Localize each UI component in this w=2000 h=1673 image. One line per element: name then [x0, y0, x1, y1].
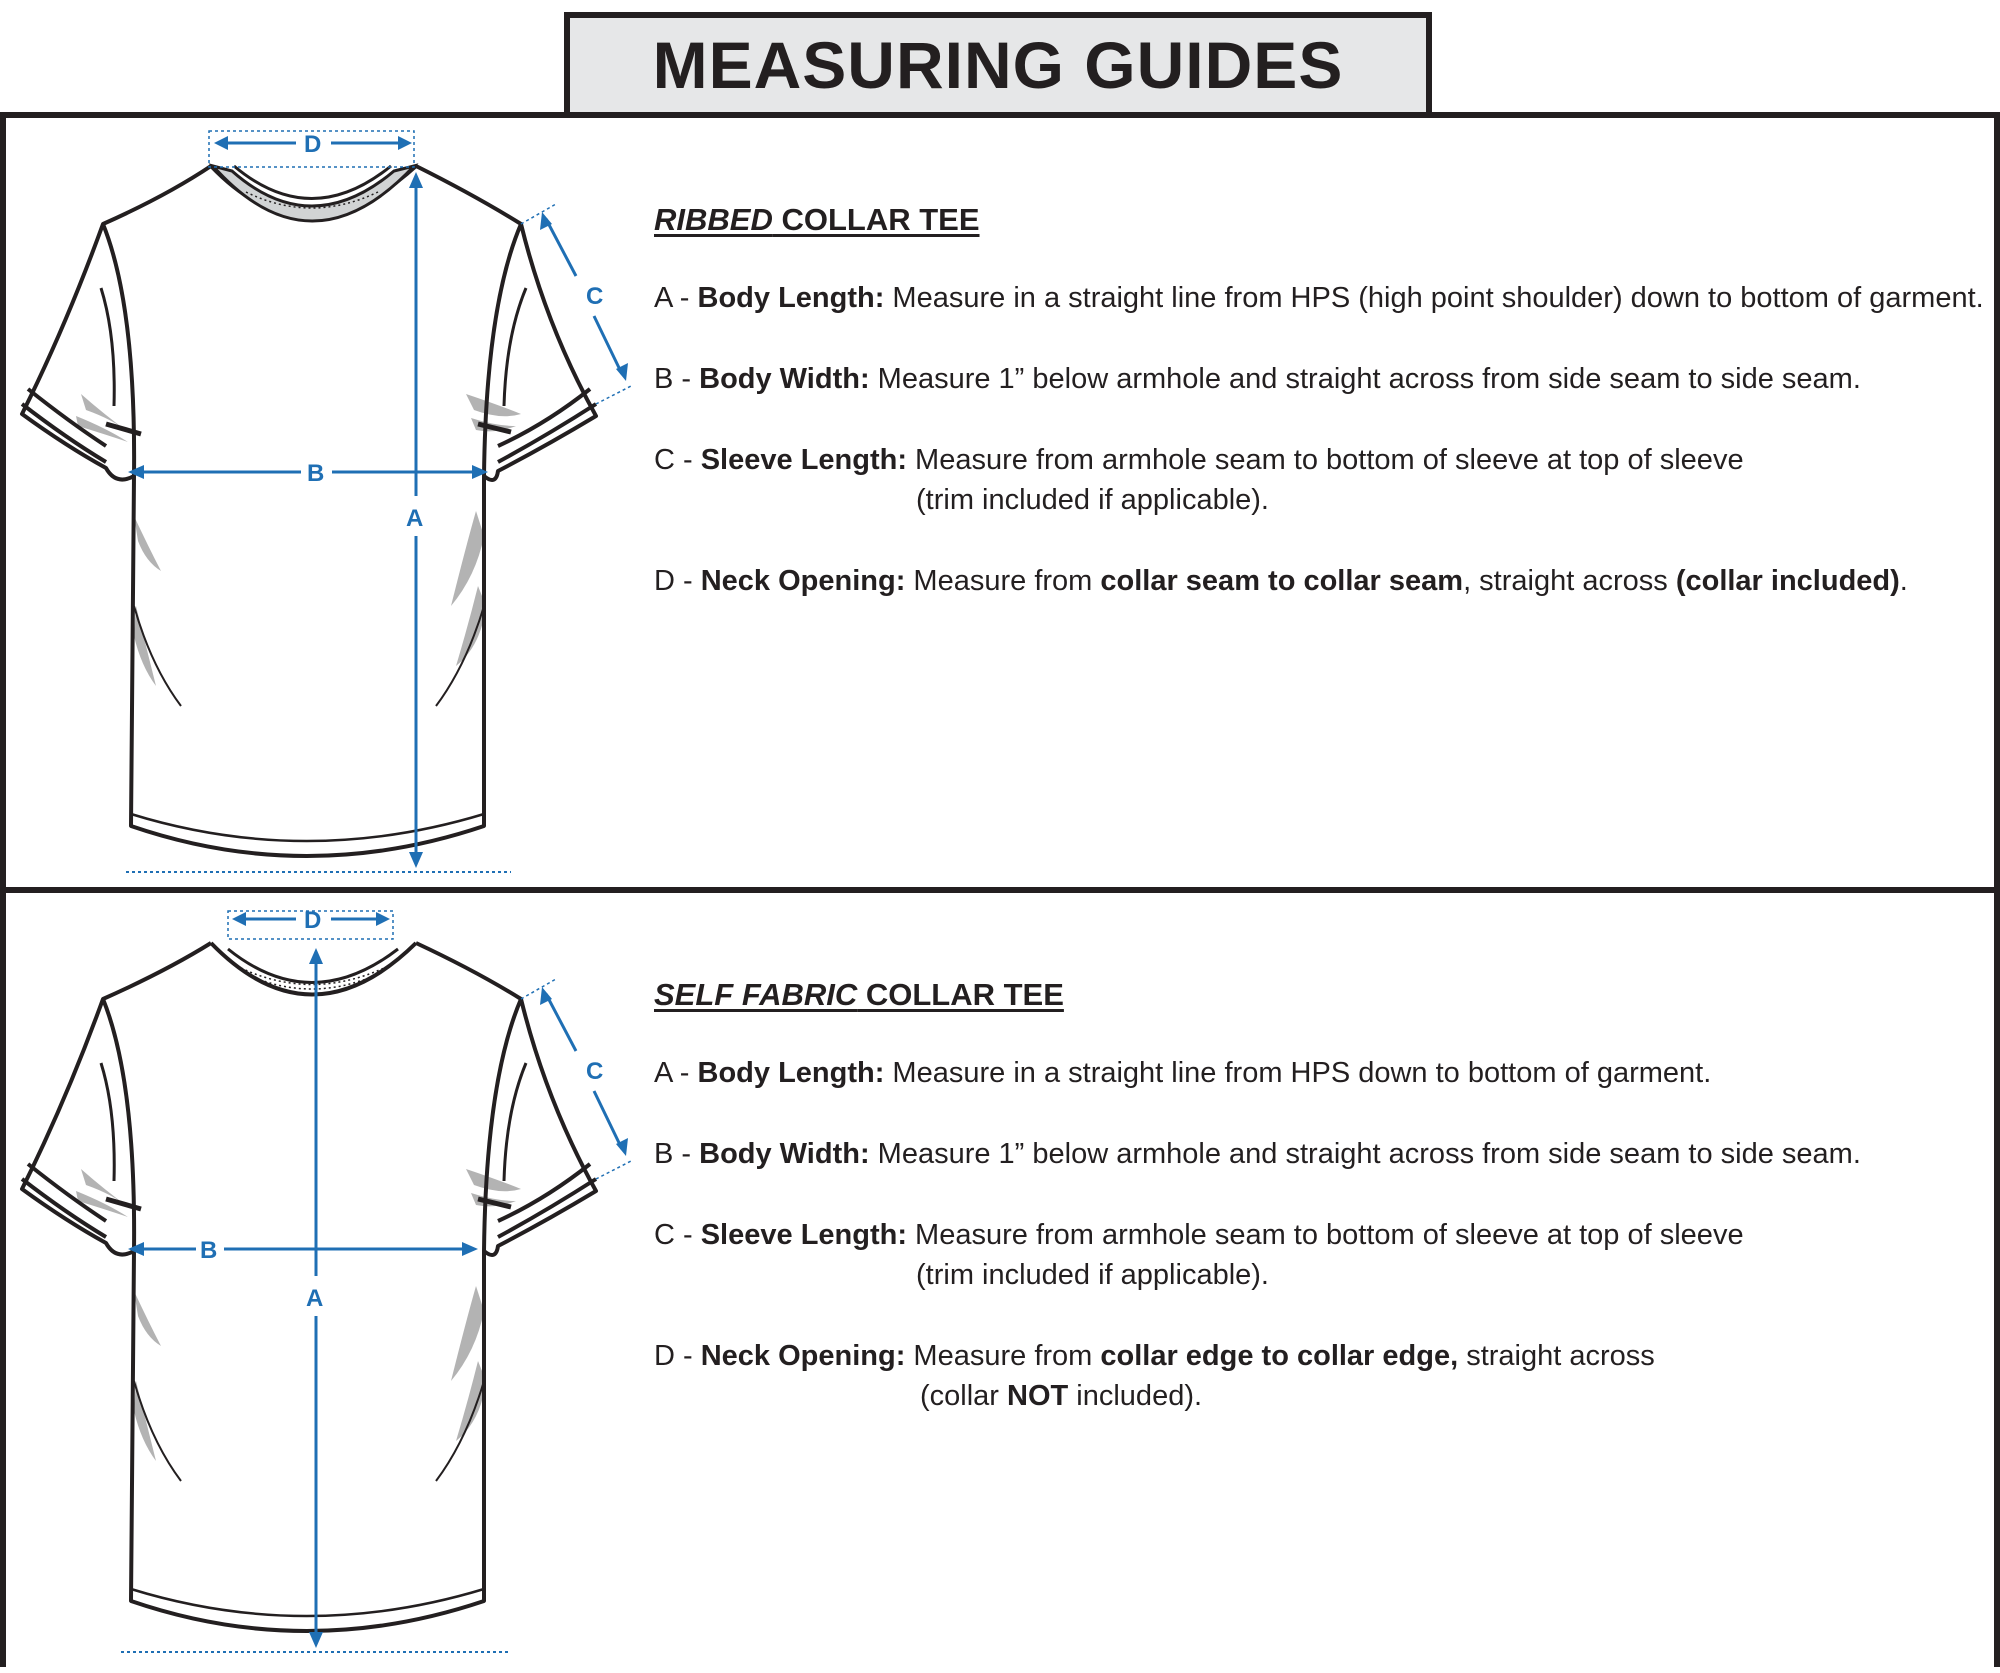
dim-label-b: B: [200, 1237, 218, 1264]
fold-shading: [76, 394, 521, 686]
measure-item-d: D - Neck Opening: Measure from collar seam to collar seam, straight across (collar included).: [654, 565, 1908, 597]
page-title-box: [564, 12, 1432, 112]
dimension-lines: [126, 131, 631, 872]
self-fabric-collar-tee-panel: [0, 887, 2000, 1667]
measure-item-c: C - Sleeve Length: Measure from armhole seam to bottom of sleeve at top of sleeve (trim included if applicable).: [654, 444, 1744, 516]
section-heading: SELF FABRIC COLLAR TEE: [654, 977, 1064, 1012]
dim-label-a: A: [406, 505, 424, 532]
ribbed-tee-diagram: [6, 118, 646, 899]
measure-item-d: D - Neck Opening: Measure from collar edge to collar edge, straight across (collar NOT included).: [654, 1340, 1655, 1412]
measure-item-c: C - Sleeve Length: Measure from armhole seam to bottom of sleeve at top of sleeve (trim included if applicable).: [654, 1219, 1744, 1291]
self-fabric-tee-diagram: [6, 893, 646, 1673]
dim-label-d: D: [304, 907, 322, 934]
measure-item-b: B - Body Width: Measure 1” below armhole and straight across from side seam to side seam.: [654, 363, 1861, 395]
dim-label-a: A: [306, 1285, 324, 1312]
ribbed-collar-tee-panel: [0, 112, 2000, 893]
dimension-lines: [121, 911, 631, 1652]
section-heading: RIBBED COLLAR TEE: [654, 202, 980, 237]
fold-shading: [76, 1169, 521, 1461]
page-title: MEASURING GUIDES: [652, 28, 1344, 102]
measure-item-b: B - Body Width: Measure 1” below armhole and straight across from side seam to side seam.: [654, 1138, 1861, 1170]
dim-label-d: D: [304, 131, 322, 158]
dim-label-c: C: [586, 1058, 604, 1085]
measure-item-a: A - Body Length: Measure in a straight line from HPS down to bottom of garment.: [654, 1057, 1712, 1089]
tee-outline: [22, 166, 596, 856]
dim-label-c: C: [586, 283, 604, 310]
measure-item-a: A - Body Length: Measure in a straight line from HPS (high point shoulder) down to bottom of garment.: [654, 282, 1984, 314]
dim-label-b: B: [307, 460, 325, 487]
